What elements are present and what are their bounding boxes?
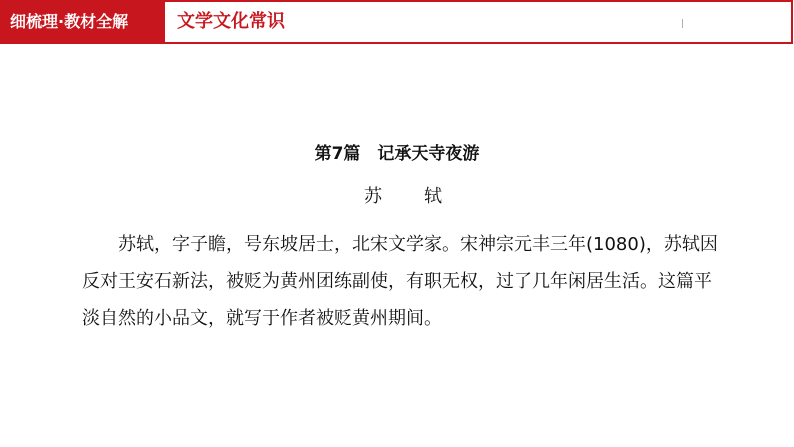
header-tag: 细梳理·教材全解 bbox=[0, 0, 165, 44]
article-title: 第7篇 记承天寺夜游 bbox=[314, 144, 480, 164]
header-section-box bbox=[165, 0, 793, 44]
section-title: 文学文化常识 bbox=[177, 11, 285, 32]
author-intro-paragraph: 苏轼，字子瞻，号东坡居士，北宋文学家。宋神宗元丰三年(1080)，苏轼因反对王安石新法，被贬为黄州团练副使，有职无权，过了几年闲居生活。这篇平淡自然的小品文，就写于作者被贬黄州期间。 bbox=[82, 234, 718, 329]
header-bar bbox=[0, 0, 794, 44]
article-author: 苏 轼 bbox=[364, 186, 454, 207]
header-divider-mark bbox=[682, 19, 683, 28]
